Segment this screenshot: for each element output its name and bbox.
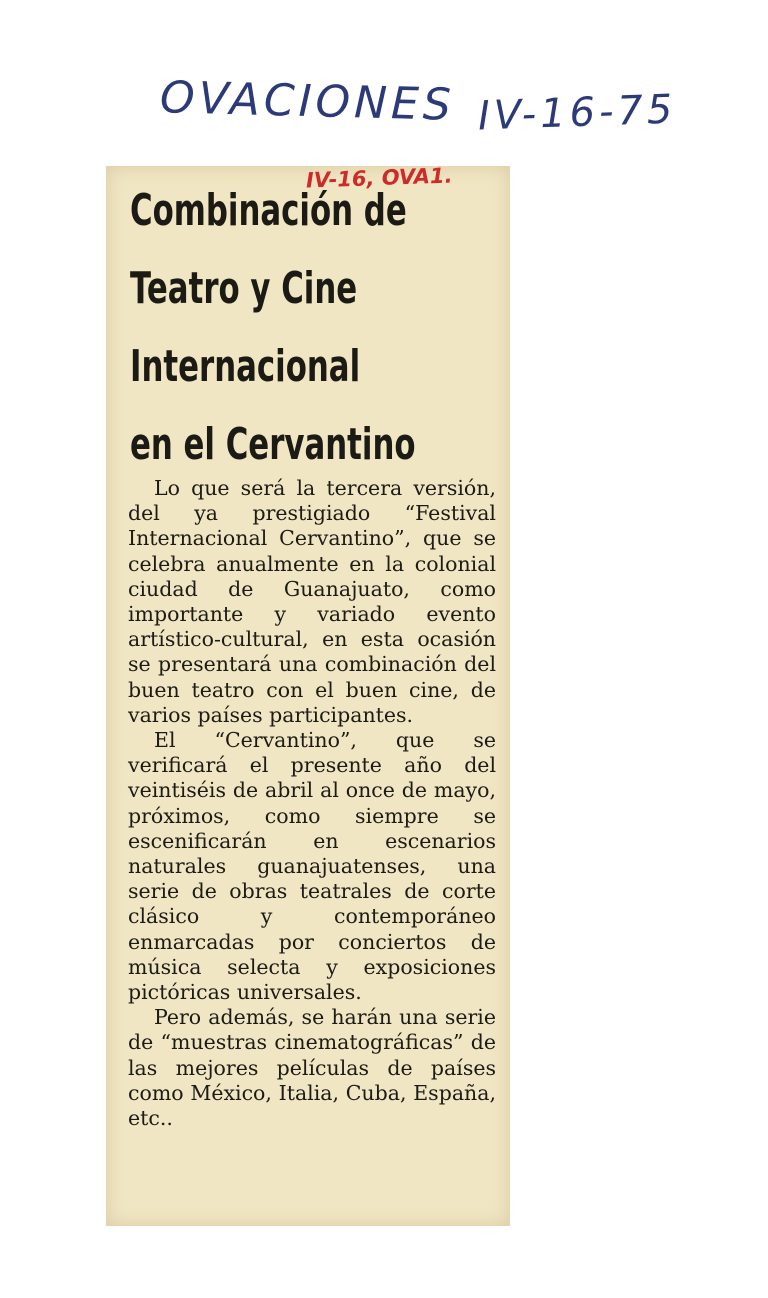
handwritten-date: IV-16-75 [477, 86, 678, 140]
article-paragraph-3: Pero además, se harán una serie de “muestras cinematográficas” de las mejores películas de países como México, Italia, Cuba, España, etc.. [128, 1005, 496, 1131]
newspaper-clipping [106, 163, 510, 1226]
article-paragraph-1: Lo que será la tercera versión, del ya prestigiado “Festival Internacional Cervantino”, que se celebra anualmente en la colonial ciudad de Guanajuato, como importante y variado evento artístico-cultural, en esta ocasión se presentará una combinación del buen teatro con el buen cine, de varios países participantes. [128, 476, 496, 727]
red-margin-note: IV-16, OVA1. [305, 163, 453, 193]
headline-line-1: Combinación de [130, 185, 407, 236]
headline-line-3: Internacional [130, 341, 361, 392]
headline-line-2: Teatro y Cine [130, 263, 358, 314]
article-headline [130, 172, 508, 484]
handwritten-publication-name: OVACIONES [159, 72, 456, 131]
article-paragraph-2: El “Cervantino”, que se verificará el presente año del veintiséis de abril al once de mayo, próximos, como siempre se escenificarán en escenarios naturales guanajuatenses, una serie de obras teatrales de corte clásico y contemporáneo enmarcadas por conciertos de música selecta y exposiciones pictóricas universales. [128, 728, 496, 1005]
article-body [128, 476, 496, 1131]
headline-line-4: en el Cervantino [130, 419, 416, 470]
